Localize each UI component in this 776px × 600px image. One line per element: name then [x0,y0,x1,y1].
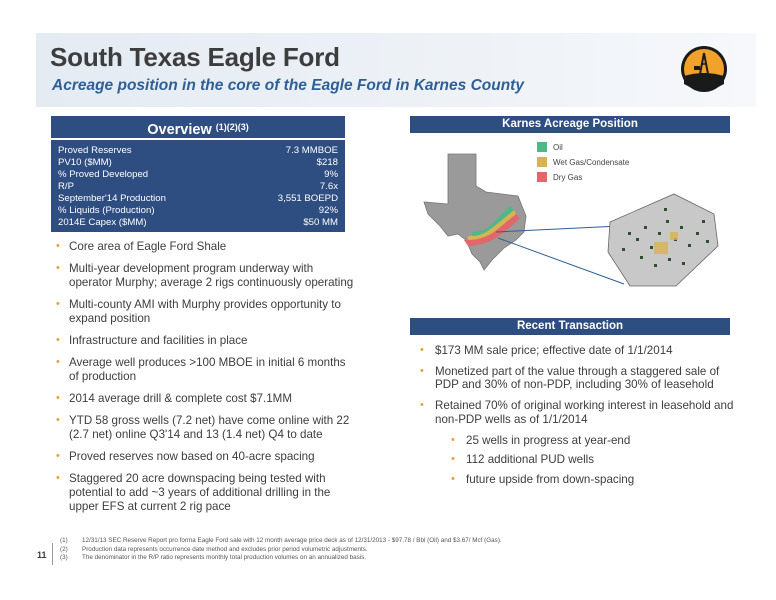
bullet-icon: • [420,399,424,412]
row-value: 3,551 BOEPD [277,193,338,204]
row-label: % Liquids (Production) [58,205,155,216]
recent-transaction-list [420,344,740,493]
legend-swatch-dry-gas [537,172,547,182]
footnote: (3) The denominator in the R/P ratio represents monthly total production volumes on an annualized basis. [60,554,367,561]
sub-list-item: • future upside from down-spacing [451,472,635,486]
list-item: • 2014 average drill & complete cost $7.1MM [56,392,292,406]
left-bullet-list [56,240,356,522]
legend-swatch-wet-gas [537,157,547,167]
row-label: % Proved Developed [58,169,149,180]
list-item: • Average well produces >100 MBOE in initial 6 months of production [56,356,346,383]
row-label: Proved Reserves [58,145,132,156]
company-logo-icon [679,44,729,94]
row-value: 9% [324,169,338,180]
bullet-icon: • [56,392,60,405]
table-row [58,181,338,193]
bullet-icon: • [56,414,60,427]
bullet-icon: • [451,433,455,446]
list-item: • Retained 70% of original working interest in leasehold and non-PDP wells as of 1/1/2014 [420,399,734,426]
list-item: • Proved reserves now based on 40-acre spacing [56,450,315,464]
overview-table [51,140,345,232]
sub-list-item: • 25 wells in progress at year-end [451,433,631,447]
list-item: • $173 MM sale price; effective date of 1/1/2014 [420,344,673,357]
sub-list-item: • 112 additional PUD wells [451,453,595,467]
bullet-icon: • [451,472,455,485]
recent-transaction-header: Recent Transaction [410,318,730,335]
row-value: 7.3 MMBOE [285,145,338,156]
row-value: $218 [316,157,338,168]
legend-label-wet-gas: Wet Gas/Condensate [553,158,630,167]
bullet-icon: • [56,240,60,252]
bullet-icon: • [420,364,424,377]
overview-header [51,116,345,138]
row-value: 7.6x [319,181,338,192]
table-row [58,217,338,229]
page-title: South Texas Eagle Ford [50,42,340,72]
bullet-icon: • [420,344,424,356]
bullet-icon: • [56,472,60,485]
table-row [58,169,338,181]
row-value: $50 MM [303,217,338,228]
page-number: 11 [37,550,47,560]
row-label: PV10 ($MM) [58,157,112,168]
legend-swatch-oil [537,142,547,152]
bullet-icon: • [451,453,455,466]
row-label: September'14 Production [58,193,166,204]
table-row [58,145,338,157]
karnes-acreage-header: Karnes Acreage Position [410,116,730,133]
bullet-icon: • [56,262,60,275]
table-row [58,157,338,169]
list-item: • Monetized part of the value through a staggered sale of PDP and 30% of non-PDP, including 30% of leasehold [420,364,720,392]
row-label: R/P [58,181,74,192]
footnote: (1) 12/31/13 SEC Reserve Report pro forma Eagle Ford sale with 12 month average price deck as of 12/31/2013 - $97.78 / Bbl (Oil) and $3.67/ Mcf (Gas). [60,537,502,544]
page-number-divider [52,543,53,565]
legend-label-dry-gas: Dry Gas [553,173,583,182]
list-item: • Multi-county AMI with Murphy provides opportunity to expand position [56,298,341,325]
legend-label-oil: Oil [553,143,563,152]
footnote: (2) Production data represents occurrence date method and excludes prior period volumetric adjustments. [60,545,368,553]
page-subtitle: Acreage position in the core of the Eagle Ford in Karnes County [52,77,524,94]
karnes-acreage-map [418,136,730,304]
bullet-icon: • [56,450,60,463]
list-item: • Staggered 20 acre downspacing being tested with potential to add ~3 years of additional drilling in the upper EFS at current 2 rig pace [56,472,331,513]
table-row [58,205,338,217]
list-item: • Core area of Eagle Ford Shale [56,240,227,253]
row-value: 92% [318,205,338,216]
bullet-icon: • [56,334,60,347]
footnotes [60,537,750,563]
list-item: • Multi-year development program underway with operator Murphy; average 2 rigs continuously operating [56,262,354,289]
overview-title: Overview [147,122,212,138]
overview-footnote-refs: (1)(2)(3) [215,122,249,132]
list-item: • YTD 58 gross wells (7.2 net) have come online with 22 (2.7 net) online Q3'14 and 13 (1.4 net) Q4 to date [56,414,350,442]
karnes-county-map [608,194,718,286]
bullet-icon: • [56,298,60,311]
table-row [58,193,338,205]
bullet-icon: • [56,356,60,369]
list-item: • Infrastructure and facilities in place [56,334,248,348]
row-label: 2014E Capex ($MM) [58,217,147,228]
